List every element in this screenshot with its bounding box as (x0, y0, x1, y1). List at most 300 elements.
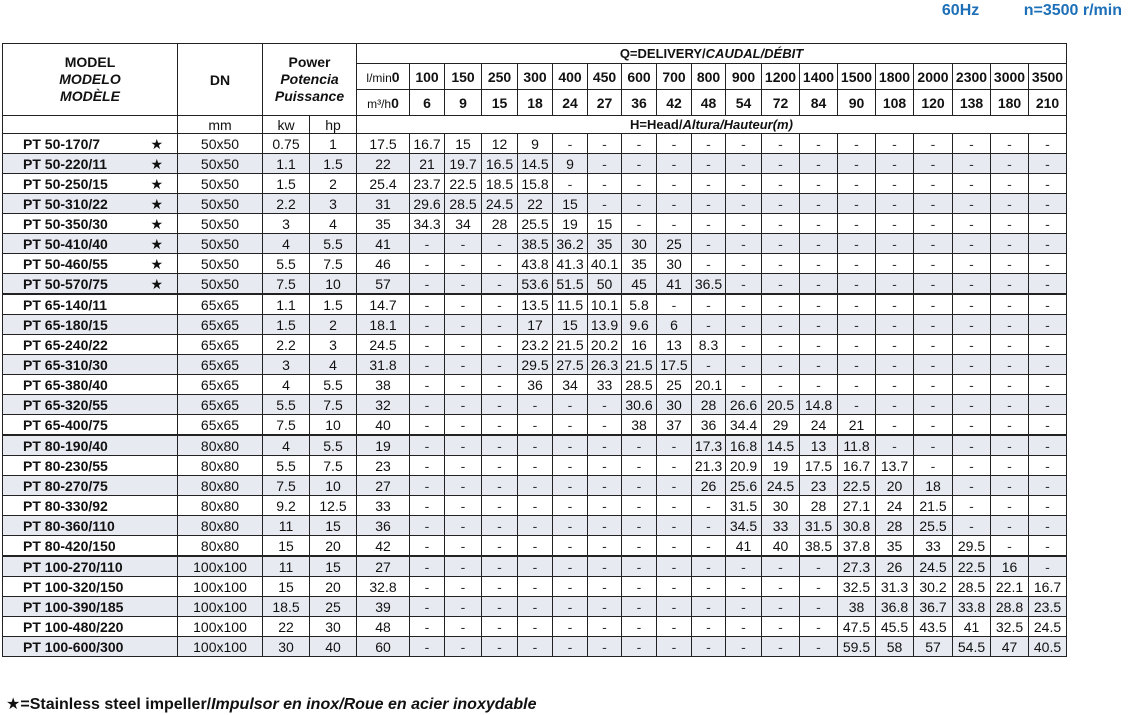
head-value-cell: - (553, 174, 588, 194)
head-value-cell: 36.7 (914, 597, 953, 617)
head-value-cell: - (953, 315, 991, 335)
table-row (3, 577, 1067, 597)
head-value-cell: - (622, 496, 657, 516)
table-row (3, 315, 1067, 335)
head-value-cell: - (800, 254, 838, 274)
model-cell (3, 355, 178, 375)
head-value-cell: - (1029, 134, 1067, 154)
head-value-cell: - (953, 154, 991, 174)
head-value-cell: - (876, 134, 914, 154)
head-value-cell: 8.3 (692, 335, 726, 355)
head-value-cell: - (838, 254, 876, 274)
table-row (3, 214, 1067, 234)
head-value-cell: - (622, 194, 657, 214)
head-value-cell: 26 (692, 476, 726, 496)
dn-cell: 65x65 (178, 315, 263, 335)
head-value-cell: - (588, 577, 622, 597)
kw-cell: 15 (263, 536, 310, 557)
head-value-cell: - (657, 496, 692, 516)
head-value-cell: - (914, 214, 953, 234)
model-cell (3, 174, 178, 194)
table-row (3, 234, 1067, 254)
head-value-cell: 31.5 (800, 516, 838, 536)
model-cell (3, 496, 178, 516)
head-value-cell: - (553, 496, 588, 516)
head-value-cell: - (991, 496, 1029, 516)
head-value-cell: - (657, 536, 692, 557)
head-value-cell: - (953, 174, 991, 194)
head-value-cell: 26 (876, 556, 914, 577)
head-value-cell: - (410, 496, 445, 516)
head-value-cell: 48 (357, 617, 410, 637)
head-value-cell: - (445, 274, 482, 295)
hp-cell: 1.5 (310, 154, 357, 174)
head-value-cell: - (726, 214, 762, 234)
head-value-cell: - (482, 556, 518, 577)
dn-cell: 80x80 (178, 476, 263, 496)
head-value-cell: - (762, 556, 800, 577)
hp-cell: 5.5 (310, 234, 357, 254)
head-value-cell: 43.8 (518, 254, 553, 274)
hp-cell: 25 (310, 597, 357, 617)
head-value-cell: - (726, 375, 762, 395)
head-value-cell: 32.5 (991, 617, 1029, 637)
head-value-cell: - (657, 476, 692, 496)
head-value-cell: - (657, 597, 692, 617)
model-cell (3, 315, 178, 335)
head-value-cell: 41.3 (553, 254, 588, 274)
head-value-cell: - (876, 435, 914, 456)
head-value-cell: 19 (762, 456, 800, 476)
head-value-cell: 27 (357, 476, 410, 496)
model-unit-blank (3, 116, 178, 134)
head-value-cell: - (838, 395, 876, 415)
head-value-cell: - (445, 496, 482, 516)
head-value-cell: 13 (657, 335, 692, 355)
dn-cell: 65x65 (178, 415, 263, 436)
head-value-cell: 9 (553, 154, 588, 174)
table-row (3, 476, 1067, 496)
head-value-cell: - (692, 355, 726, 375)
head-value-cell: - (876, 234, 914, 254)
head-value-cell: 16.7 (838, 456, 876, 476)
head-value-cell: 30 (762, 496, 800, 516)
head-value-cell: 18.1 (357, 315, 410, 335)
head-value-cell: 15 (445, 134, 482, 154)
model-header-es: MODELO (59, 71, 121, 87)
head-value-cell: - (518, 415, 553, 436)
dn-unit: mm (178, 116, 263, 134)
head-value-cell: 19 (553, 214, 588, 234)
lmin-value: 800 (692, 64, 726, 90)
m3h-header-cell-value: 0 (391, 94, 399, 111)
m3h-value: 24 (553, 90, 588, 116)
head-value-cell: 58 (876, 637, 914, 657)
head-value-cell: - (991, 214, 1029, 234)
table-row (3, 597, 1067, 617)
hp-cell: 1 (310, 134, 357, 154)
kw-cell: 5.5 (263, 254, 310, 274)
head-value-cell: - (953, 476, 991, 496)
head-value-cell: - (1029, 315, 1067, 335)
head-value-cell: - (553, 556, 588, 577)
head-value-cell: - (518, 536, 553, 557)
model-name: PT 65-400/75 (23, 416, 108, 433)
model-cell (3, 415, 178, 436)
head-value-cell: - (553, 476, 588, 496)
head-value-cell: - (914, 355, 953, 375)
head-value-cell: 30 (657, 395, 692, 415)
m3h-value: 72 (762, 90, 800, 116)
power-header (263, 44, 357, 116)
dn-cell: 50x50 (178, 174, 263, 194)
head-value-cell: - (914, 234, 953, 254)
head-value-cell: 13.5 (518, 294, 553, 315)
head-value-cell: - (726, 294, 762, 315)
head-value-cell: - (838, 154, 876, 174)
head-value-cell: - (1029, 536, 1067, 557)
table-row (3, 174, 1067, 194)
head-value-cell: - (588, 174, 622, 194)
frequency-label: 60Hz (941, 2, 980, 19)
stainless-star-icon: ★ (150, 235, 163, 252)
head-value-cell: - (410, 274, 445, 295)
header-meta (902, 2, 1122, 20)
dn-cell: 100x100 (178, 617, 263, 637)
lmin-value: 250 (482, 64, 518, 90)
head-value-cell: - (410, 597, 445, 617)
head-value-cell: - (1029, 294, 1067, 315)
head-value-cell: - (622, 617, 657, 637)
power-header-fr: Puissance (274, 88, 345, 104)
head-value-cell: - (800, 577, 838, 597)
model-cell (3, 536, 178, 557)
head-value-cell: - (588, 456, 622, 476)
head-value-cell: 46 (357, 254, 410, 274)
head-value-cell: - (762, 234, 800, 254)
head-value-cell: 28 (482, 214, 518, 234)
head-value-cell: - (726, 637, 762, 657)
head-value-cell: 34.4 (726, 415, 762, 436)
model-name: PT 50-460/55 (23, 255, 108, 272)
model-cell (3, 214, 178, 234)
head-value-cell: - (1029, 456, 1067, 476)
delivery-header-main: Q=DELIVERY/ (619, 46, 706, 61)
head-value-cell: - (1029, 274, 1067, 295)
head-value-cell: - (876, 154, 914, 174)
hp-cell: 15 (310, 516, 357, 536)
head-value-cell: - (726, 556, 762, 577)
head-value-cell: 22 (518, 194, 553, 214)
head-value-cell: 10.1 (588, 294, 622, 315)
head-value-cell: - (445, 234, 482, 254)
footnote (6, 694, 537, 714)
head-value-cell: 32.5 (838, 577, 876, 597)
hp-cell: 1.5 (310, 294, 357, 315)
head-value-cell: - (876, 375, 914, 395)
kw-cell: 2.2 (263, 335, 310, 355)
head-value-cell: - (518, 496, 553, 516)
head-value-cell: - (876, 174, 914, 194)
head-value-cell: - (692, 254, 726, 274)
head-value-cell: 53.6 (518, 274, 553, 295)
head-value-cell: - (518, 395, 553, 415)
head-value-cell: - (991, 154, 1029, 174)
head-value-cell: 38.5 (800, 536, 838, 557)
head-value-cell: 11.5 (553, 294, 588, 315)
head-value-cell: - (553, 435, 588, 456)
head-value-cell: - (588, 395, 622, 415)
head-value-cell: 12 (482, 134, 518, 154)
hp-cell: 4 (310, 355, 357, 375)
hp-cell: 2 (310, 174, 357, 194)
dn-cell: 65x65 (178, 395, 263, 415)
head-value-cell: - (1029, 234, 1067, 254)
head-value-cell: 35 (357, 214, 410, 234)
head-value-cell: - (991, 315, 1029, 335)
head-value-cell: 33 (914, 536, 953, 557)
head-value-cell: 5.8 (622, 294, 657, 315)
head-value-cell: - (800, 294, 838, 315)
model-name: PT 65-240/22 (23, 336, 108, 353)
model-cell (3, 335, 178, 355)
dn-cell: 50x50 (178, 194, 263, 214)
head-value-cell: - (692, 294, 726, 315)
head-value-cell: - (838, 174, 876, 194)
head-value-cell: 51.5 (553, 274, 588, 295)
head-value-cell: - (1029, 375, 1067, 395)
hp-cell: 20 (310, 577, 357, 597)
m3h-value: 210 (1029, 90, 1067, 116)
head-value-cell: - (726, 315, 762, 335)
head-value-cell: - (726, 274, 762, 295)
lmin-value: 1500 (838, 64, 876, 90)
m3h-value: 84 (800, 90, 838, 116)
model-name: PT 80-190/40 (23, 437, 108, 454)
hp-cell: 7.5 (310, 395, 357, 415)
model-name: PT 80-270/75 (23, 477, 108, 494)
head-value-cell: - (876, 315, 914, 335)
head-value-cell: 24 (800, 415, 838, 436)
head-value-cell: 16 (622, 335, 657, 355)
hp-cell: 20 (310, 536, 357, 557)
head-value-cell: 23.5 (1029, 597, 1067, 617)
head-value-cell: - (876, 194, 914, 214)
head-value-cell: 28 (876, 516, 914, 536)
m3h-value: 6 (410, 90, 445, 116)
head-value-cell: - (588, 556, 622, 577)
head-value-cell: 41 (357, 234, 410, 254)
model-cell (3, 395, 178, 415)
head-value-cell: 32.8 (357, 577, 410, 597)
head-value-cell: - (588, 597, 622, 617)
head-value-cell: 21.5 (622, 355, 657, 375)
head-value-cell: - (657, 617, 692, 637)
head-value-cell: 21.3 (692, 456, 726, 476)
head-value-cell: 16.7 (410, 134, 445, 154)
stainless-star-icon: ★ (150, 195, 163, 212)
hp-cell: 2 (310, 315, 357, 335)
head-value-cell: - (914, 274, 953, 295)
head-value-cell: - (692, 154, 726, 174)
head-header (357, 116, 1067, 134)
kw-cell: 7.5 (263, 415, 310, 436)
hp-cell: 4 (310, 214, 357, 234)
head-value-cell: - (482, 375, 518, 395)
model-cell (3, 234, 178, 254)
head-value-cell: - (991, 134, 1029, 154)
head-value-cell: - (876, 395, 914, 415)
head-value-cell: - (410, 617, 445, 637)
head-value-cell: - (692, 516, 726, 536)
head-value-cell: - (800, 194, 838, 214)
head-value-cell: 21.5 (914, 496, 953, 516)
head-value-cell: - (914, 194, 953, 214)
model-cell (3, 274, 178, 295)
kw-cell: 3 (263, 214, 310, 234)
hp-cell: 10 (310, 274, 357, 295)
stainless-star-icon: ★ (150, 255, 163, 272)
head-value-cell: - (726, 597, 762, 617)
head-value-cell: - (762, 335, 800, 355)
head-value-cell: 17.3 (692, 435, 726, 456)
table-body (3, 134, 1067, 657)
head-value-cell: - (588, 637, 622, 657)
head-value-cell: 40 (357, 415, 410, 436)
head-value-cell: - (914, 174, 953, 194)
head-value-cell: - (445, 536, 482, 557)
table-row (3, 556, 1067, 577)
head-value-cell: 20 (876, 476, 914, 496)
head-value-cell: - (445, 577, 482, 597)
lmin-value: 450 (588, 64, 622, 90)
table-row (3, 456, 1067, 476)
head-value-cell: - (622, 597, 657, 617)
head-value-cell: - (762, 597, 800, 617)
head-value-cell: 39 (357, 597, 410, 617)
head-value-cell: - (622, 134, 657, 154)
head-value-cell: - (657, 194, 692, 214)
model-name: PT 80-360/110 (23, 517, 115, 534)
head-value-cell: 38 (622, 415, 657, 436)
head-value-cell: 21 (838, 415, 876, 436)
dn-cell: 100x100 (178, 597, 263, 617)
head-value-cell: - (838, 134, 876, 154)
head-value-cell: - (692, 637, 726, 657)
head-value-cell: - (588, 496, 622, 516)
head-value-cell: - (445, 435, 482, 456)
dn-cell: 50x50 (178, 234, 263, 254)
head-value-cell: - (1029, 476, 1067, 496)
table-row (3, 375, 1067, 395)
model-header-en: MODEL (64, 54, 116, 70)
model-cell (3, 154, 178, 174)
head-value-cell: - (991, 395, 1029, 415)
model-name: PT 100-390/185 (23, 598, 124, 615)
head-value-cell: 30.6 (622, 395, 657, 415)
head-value-cell: - (518, 617, 553, 637)
kw-cell: 1.5 (263, 315, 310, 335)
head-value-cell: 34.5 (726, 516, 762, 536)
head-value-cell: - (914, 395, 953, 415)
head-value-cell: - (445, 315, 482, 335)
head-value-cell: - (445, 597, 482, 617)
head-value-cell: 25 (657, 234, 692, 254)
head-value-cell: 17 (518, 315, 553, 335)
kw-cell: 4 (263, 234, 310, 254)
head-value-cell: 60 (357, 637, 410, 657)
head-value-cell: - (518, 516, 553, 536)
hp-cell: 5.5 (310, 375, 357, 395)
head-value-cell: - (482, 254, 518, 274)
head-value-cell: 16.7 (1029, 577, 1067, 597)
head-value-cell: - (518, 577, 553, 597)
head-value-cell: - (1029, 516, 1067, 536)
head-value-cell: 33 (762, 516, 800, 536)
head-value-cell: 28.5 (953, 577, 991, 597)
head-value-cell: - (518, 456, 553, 476)
lmin-value: 300 (518, 64, 553, 90)
head-value-cell: - (445, 637, 482, 657)
head-value-cell: 33 (357, 496, 410, 516)
head-value-cell: 57 (357, 274, 410, 295)
dn-cell: 65x65 (178, 294, 263, 315)
head-value-cell: - (482, 476, 518, 496)
head-value-cell: - (953, 395, 991, 415)
head-value-cell: 30 (622, 234, 657, 254)
head-value-cell: - (876, 355, 914, 375)
model-cell (3, 617, 178, 637)
head-value-cell: 16 (991, 556, 1029, 577)
hp-unit: hp (310, 116, 357, 134)
head-value-cell: - (482, 234, 518, 254)
head-value-cell: - (991, 476, 1029, 496)
head-value-cell: 27.5 (553, 355, 588, 375)
head-value-cell: - (762, 375, 800, 395)
head-value-cell: - (410, 536, 445, 557)
head-value-cell: 28.5 (622, 375, 657, 395)
model-cell (3, 375, 178, 395)
model-cell (3, 294, 178, 315)
table-row (3, 395, 1067, 415)
model-name: PT 65-310/30 (23, 356, 108, 373)
head-value-cell: - (445, 617, 482, 637)
head-value-cell: - (1029, 556, 1067, 577)
table-row (3, 254, 1067, 274)
head-value-cell: - (953, 496, 991, 516)
head-value-cell: 17.5 (357, 134, 410, 154)
head-value-cell: - (445, 476, 482, 496)
m3h-header-cell-unit: m³/h (367, 96, 392, 111)
head-value-cell: 14.5 (762, 435, 800, 456)
model-name: PT 50-310/22 (23, 195, 108, 212)
m3h-value: 9 (445, 90, 482, 116)
head-value-cell: 57 (914, 637, 953, 657)
head-value-cell: - (692, 577, 726, 597)
head-value-cell: - (876, 415, 914, 436)
head-value-cell: - (762, 617, 800, 637)
head-value-cell: 22.1 (991, 577, 1029, 597)
head-value-cell: 15.8 (518, 174, 553, 194)
head-value-cell: - (914, 375, 953, 395)
head-value-cell: - (991, 274, 1029, 295)
head-value-cell: 34.3 (410, 214, 445, 234)
head-value-cell: 30.8 (838, 516, 876, 536)
head-value-cell: - (838, 234, 876, 254)
model-name: PT 50-410/40 (23, 235, 108, 252)
head-value-cell: 24.5 (1029, 617, 1067, 637)
head-value-cell: 29 (762, 415, 800, 436)
